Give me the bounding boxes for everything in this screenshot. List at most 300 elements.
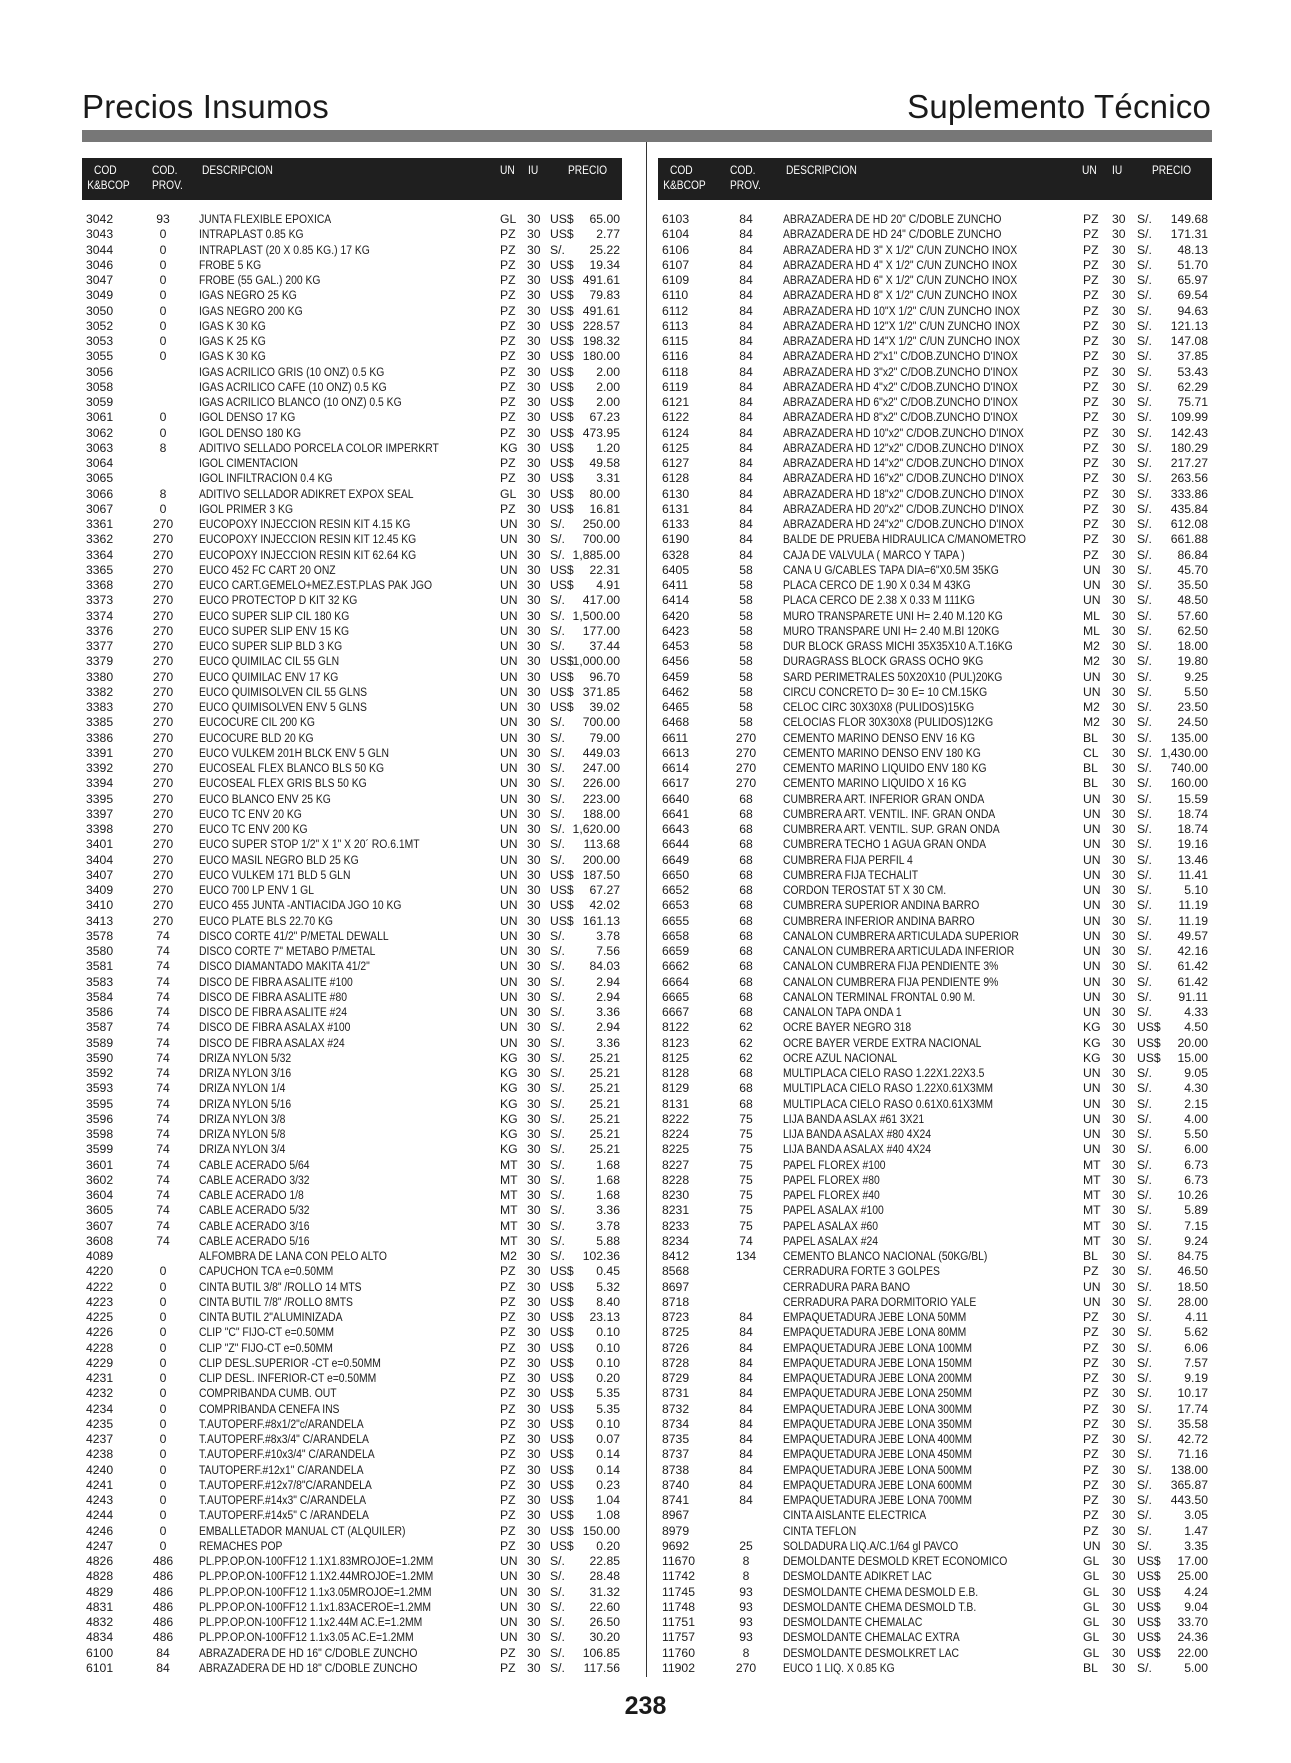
cell-iu: 30 <box>1112 379 1126 394</box>
table-row <box>658 776 1212 791</box>
table-row <box>658 1615 1212 1630</box>
cell-currency: S/. <box>1137 501 1152 516</box>
cell-prov: 58 <box>739 669 753 684</box>
cell-unit: BL <box>1083 730 1098 745</box>
cell-prov: 486 <box>152 1615 174 1629</box>
cell-cod: 6664 <box>662 974 690 989</box>
cell-iu: 30 <box>1112 944 1126 958</box>
cell-price: 226.00 <box>582 776 620 791</box>
cell-currency: S/. <box>550 1645 565 1660</box>
cell-cod: 3043 <box>86 227 114 242</box>
cell-description: CEMENTO BLANCO NACIONAL (50KG/BL) <box>783 1249 988 1263</box>
cell-description: CEMENTO MARINO LIQUIDO ENV 180 KG <box>783 761 987 775</box>
cell-unit: PZ <box>1083 1386 1099 1401</box>
cell-price: 19.16 <box>1177 837 1208 852</box>
cell-price: 371.85 <box>582 684 620 699</box>
cell-iu: 30 <box>527 1599 541 1614</box>
cell-price: 1.04 <box>596 1493 620 1507</box>
cell-unit: UN <box>500 1005 518 1019</box>
cell-iu: 30 <box>527 379 541 394</box>
cell-currency: S/. <box>1137 959 1152 974</box>
cell-description: DESMOLDANTE CHEMALAC <box>783 1615 923 1629</box>
cell-prov: 8 <box>742 1645 750 1660</box>
cell-description: PAPEL FLOREX #100 <box>783 1157 886 1172</box>
cell-currency: US$ <box>550 1386 574 1401</box>
cell-currency: S/. <box>550 730 565 745</box>
cell-iu: 30 <box>1112 1050 1126 1065</box>
cell-unit: PZ <box>500 1523 516 1538</box>
table-row <box>82 212 622 227</box>
cell-cod: 3059 <box>86 395 114 409</box>
cell-iu: 30 <box>527 1020 541 1035</box>
cell-cod: 8725 <box>662 1325 690 1340</box>
cell-price: 9.25 <box>1184 669 1208 684</box>
table-row <box>82 1341 622 1356</box>
cell-currency: S/. <box>1137 1081 1152 1096</box>
cell-price: 247.00 <box>582 761 620 775</box>
cell-unit: PZ <box>500 1340 516 1355</box>
cell-currency: S/. <box>550 532 565 547</box>
cell-cod: 8718 <box>662 1294 690 1309</box>
cell-prov: 84 <box>739 1493 753 1507</box>
cell-iu: 30 <box>527 1432 541 1446</box>
cell-description: CUMBRERA ART. VENTIL. INF. GRAN ONDA <box>783 806 996 821</box>
cell-description: ABRAZADERA HD 8" X 1/2" C/UN ZUNCHO INOX <box>783 288 1018 303</box>
table-row <box>82 807 622 822</box>
cell-iu: 30 <box>1112 959 1126 974</box>
cell-prov: 75 <box>739 1188 753 1202</box>
cell-currency: US$ <box>550 257 574 272</box>
cell-price: 4.30 <box>1184 1081 1208 1096</box>
table-row <box>82 929 622 944</box>
cell-price: 80.00 <box>589 486 620 501</box>
cell-unit: PZ <box>1083 349 1099 364</box>
cell-price: 473.95 <box>582 425 620 440</box>
cell-description: ABRAZADERA HD 6"x2" C/DOB.ZUNCHO D'INOX <box>783 395 1018 409</box>
cell-price: 94.63 <box>1177 303 1208 318</box>
cell-iu: 30 <box>1112 1096 1126 1111</box>
cell-description: ABRAZADERA HD 10"x2" C/DOB.ZUNCHO D'INOX <box>783 425 1024 440</box>
table-row <box>82 1219 622 1234</box>
table-row <box>82 1158 622 1173</box>
cell-prov: 0 <box>159 1294 167 1309</box>
table-row <box>82 1554 622 1569</box>
cell-description: PAPEL ASALAX #100 <box>783 1203 884 1218</box>
table-row <box>658 426 1212 441</box>
cell-description: EMPAQUETADURA JEBE LONA 700MM <box>783 1493 973 1507</box>
cell-prov: 84 <box>739 471 753 486</box>
cell-iu: 30 <box>527 1188 541 1202</box>
table-row <box>658 990 1212 1005</box>
header-prov: COD. PROV. <box>152 163 183 192</box>
cell-price: 0.10 <box>596 1340 620 1355</box>
cell-price: 7.57 <box>1184 1355 1208 1370</box>
cell-iu: 30 <box>527 974 541 989</box>
cell-unit: PZ <box>1083 1523 1099 1538</box>
cell-price: 22.31 <box>589 562 620 577</box>
cell-description: IGAS K 25 KG <box>199 334 266 348</box>
cell-currency: S/. <box>550 837 565 852</box>
cell-iu: 30 <box>1112 669 1126 684</box>
cell-cod: 6124 <box>662 425 690 440</box>
cell-prov: 486 <box>152 1569 174 1584</box>
cell-description: CUMBRERA INFERIOR ANDINA BARRO <box>783 913 975 928</box>
cell-currency: US$ <box>550 1264 574 1279</box>
cell-prov: 0 <box>159 1538 167 1553</box>
cell-iu: 30 <box>527 1493 541 1507</box>
cell-currency: US$ <box>1137 1630 1161 1645</box>
cell-iu: 30 <box>1112 456 1126 470</box>
cell-currency: S/. <box>1137 1493 1152 1507</box>
cell-description: ABRAZADERA DE HD 20" C/DOBLE ZUNCHO <box>783 212 1002 226</box>
table-row <box>658 1356 1212 1371</box>
cell-description: MULTIPLACA CIELO RASO 0.61X0.61X3MM <box>783 1096 993 1111</box>
cell-iu: 30 <box>527 532 541 547</box>
table-row <box>658 792 1212 807</box>
cell-cod: 6653 <box>662 898 690 913</box>
cell-cod: 3373 <box>86 593 114 608</box>
cell-iu: 30 <box>1112 684 1126 699</box>
table-row <box>658 1417 1212 1432</box>
table-row <box>658 1020 1212 1035</box>
cell-currency: S/. <box>1137 700 1152 714</box>
cell-price: 6.73 <box>1184 1157 1208 1172</box>
cell-iu: 30 <box>527 822 541 836</box>
cell-unit: GL <box>1083 1615 1100 1629</box>
cell-cod: 3590 <box>86 1050 114 1065</box>
cell-iu: 30 <box>527 1279 541 1294</box>
table-row <box>658 1097 1212 1112</box>
cell-unit: UN <box>500 517 518 531</box>
cell-iu: 30 <box>527 684 541 699</box>
cell-currency: S/. <box>550 959 565 974</box>
cell-price: 23.50 <box>1177 700 1208 714</box>
cell-unit: UN <box>1083 898 1101 913</box>
cell-prov: 0 <box>159 303 167 318</box>
table-row <box>658 1203 1212 1218</box>
cell-unit: UN <box>1083 974 1101 989</box>
cell-price: 5.50 <box>1184 1127 1208 1141</box>
cell-cod: 3067 <box>86 501 114 516</box>
cell-price: 250.00 <box>582 517 620 531</box>
cell-cod: 8225 <box>662 1142 690 1157</box>
cell-iu: 30 <box>1112 974 1126 989</box>
cell-prov: 74 <box>156 1050 170 1065</box>
cell-iu: 30 <box>1112 1172 1126 1187</box>
cell-cod: 3394 <box>86 776 114 791</box>
table-row <box>658 685 1212 700</box>
cell-price: 0.10 <box>596 1355 620 1370</box>
cell-prov: 270 <box>735 730 757 745</box>
cell-iu: 30 <box>1112 1249 1126 1263</box>
cell-prov: 0 <box>159 1432 167 1446</box>
cell-currency: S/. <box>550 1096 565 1111</box>
cell-unit: PZ <box>500 1264 516 1279</box>
cell-description: DURAGRASS BLOCK GRASS OCHO 9KG <box>783 654 984 669</box>
table-row <box>658 243 1212 258</box>
table-row <box>82 1478 622 1493</box>
cell-iu: 30 <box>1112 852 1126 867</box>
cell-description: EUCO BLANCO ENV 25 KG <box>199 791 331 806</box>
cell-price: 0.14 <box>596 1447 620 1462</box>
header-cod: COD K&BCOP <box>663 163 706 192</box>
cell-price: 106.85 <box>582 1645 620 1660</box>
cell-cod: 8128 <box>662 1066 690 1080</box>
cell-cod: 6190 <box>662 532 690 547</box>
table-row <box>82 1356 622 1371</box>
cell-prov: 68 <box>739 822 753 836</box>
cell-price: 79.00 <box>589 730 620 745</box>
cell-price: 1.08 <box>596 1508 620 1523</box>
cell-prov: 0 <box>159 1462 167 1477</box>
cell-currency: US$ <box>550 334 574 348</box>
cell-cod: 3376 <box>86 623 114 638</box>
cell-cod: 3050 <box>86 303 114 318</box>
cell-unit: UN <box>500 1615 518 1629</box>
cell-currency: US$ <box>1137 1050 1161 1065</box>
cell-currency: S/. <box>1137 1264 1152 1279</box>
cell-prov: 84 <box>739 227 753 242</box>
table-row <box>82 1112 622 1127</box>
cell-description: CINTA BUTIL 3/8" /ROLLO 14 MTS <box>199 1279 362 1294</box>
cell-description: COMPRIBANDA CUMB. OUT <box>199 1386 337 1401</box>
cell-cod: 3386 <box>86 730 114 745</box>
cell-cod: 3589 <box>86 1035 114 1050</box>
cell-description: MURO TRANSPARETE UNI H= 2.40 M.120 KG <box>783 608 1003 623</box>
cell-iu: 30 <box>1112 989 1126 1004</box>
cell-unit: BL <box>1083 761 1098 775</box>
cell-description: ABRAZADERA HD 14"x2" C/DOB.ZUNCHO D'INOX <box>783 456 1024 470</box>
cell-cod: 4826 <box>86 1554 114 1568</box>
cell-unit: PZ <box>1083 486 1099 501</box>
cell-cod: 4226 <box>86 1325 114 1340</box>
table-row <box>658 471 1212 486</box>
cell-price: 188.00 <box>582 806 620 821</box>
table-row <box>658 1158 1212 1173</box>
cell-currency: S/. <box>1137 1111 1152 1126</box>
cell-iu: 30 <box>1112 440 1126 455</box>
cell-currency: S/. <box>550 1005 565 1019</box>
cell-currency: S/. <box>1137 1172 1152 1187</box>
cell-unit: PZ <box>500 1325 516 1340</box>
cell-cod: 4247 <box>86 1538 114 1553</box>
cell-cod: 3382 <box>86 684 114 699</box>
cell-description: EUCO VULKEM 201H BLCK ENV 5 GLN <box>199 745 390 760</box>
cell-unit: UN <box>500 1584 518 1599</box>
cell-currency: S/. <box>1137 425 1152 440</box>
cell-unit: PZ <box>1083 364 1099 379</box>
cell-unit: UN <box>1083 1538 1101 1553</box>
cell-currency: S/. <box>550 1630 565 1645</box>
table-row <box>82 761 622 776</box>
cell-price: 1,885.00 <box>572 547 620 562</box>
cell-price: 2.77 <box>596 227 620 242</box>
cell-iu: 30 <box>1112 212 1126 226</box>
cell-description: PAPEL ASALAX #24 <box>783 1233 879 1248</box>
cell-iu: 30 <box>527 1523 541 1538</box>
cell-unit: BL <box>1083 1249 1098 1263</box>
cell-prov: 74 <box>156 928 170 943</box>
table-row <box>658 548 1212 563</box>
cell-prov: 270 <box>152 562 174 577</box>
cell-cod: 8741 <box>662 1493 690 1507</box>
cell-unit: UN <box>500 806 518 821</box>
table-row <box>658 487 1212 502</box>
cell-currency: US$ <box>550 654 574 669</box>
table-row <box>82 1463 622 1478</box>
cell-description: LIJA BANDA ASALAX #40 4X24 <box>783 1142 932 1157</box>
cell-prov: 84 <box>739 532 753 547</box>
cell-prov: 74 <box>156 1142 170 1157</box>
cell-prov: 84 <box>156 1660 170 1675</box>
cell-prov: 74 <box>156 1172 170 1187</box>
cell-unit: UN <box>500 1554 518 1568</box>
cell-description: PL.PP.OP.ON-100FF12 1.1x1.83ACEROE=1.2MM <box>199 1599 431 1614</box>
cell-price: 25.21 <box>589 1142 620 1157</box>
cell-cod: 3401 <box>86 837 114 852</box>
table-row <box>658 1463 1212 1478</box>
cell-unit: GL <box>1083 1630 1100 1645</box>
cell-unit: PZ <box>500 257 516 272</box>
cell-currency: US$ <box>550 410 574 425</box>
cell-iu: 30 <box>527 806 541 821</box>
cell-currency: US$ <box>550 486 574 501</box>
cell-description: PAPEL ASALAX #60 <box>783 1218 879 1233</box>
cell-iu: 30 <box>1112 745 1126 760</box>
cell-prov: 68 <box>739 974 753 989</box>
cell-description: ADITIVO SELLADO PORCELA COLOR IMPERKRT <box>199 440 439 455</box>
table-row <box>658 1402 1212 1417</box>
cell-prov: 84 <box>739 1340 753 1355</box>
cell-cod: 6109 <box>662 273 690 287</box>
cell-currency: S/. <box>1137 1355 1152 1370</box>
table-row <box>658 670 1212 685</box>
cell-currency: S/. <box>550 1081 565 1096</box>
cell-iu: 30 <box>527 1386 541 1401</box>
cell-iu: 30 <box>1112 1371 1126 1385</box>
table-row <box>82 1493 622 1508</box>
cell-iu: 30 <box>1112 1111 1126 1126</box>
cell-currency: S/. <box>1137 212 1152 226</box>
cell-currency: US$ <box>550 1523 574 1538</box>
cell-unit: PZ <box>1083 1508 1099 1523</box>
header-prov: COD. PROV. <box>730 163 761 192</box>
cell-cod: 8233 <box>662 1218 690 1233</box>
cell-unit: UN <box>1083 944 1101 958</box>
cell-cod: 3595 <box>86 1096 114 1111</box>
cell-unit: PZ <box>500 395 516 409</box>
cell-price: 48.50 <box>1177 593 1208 608</box>
cell-description: CINTA BUTIL 2"ALUMINIZADA <box>199 1310 343 1324</box>
cell-currency: S/. <box>1137 334 1152 348</box>
cell-cod: 6611 <box>662 730 689 745</box>
cell-currency: S/. <box>1137 730 1152 745</box>
cell-prov: 74 <box>156 1203 170 1218</box>
cell-iu: 30 <box>1112 1066 1126 1080</box>
cell-cod: 6655 <box>662 913 690 928</box>
cell-description: SOLDADURA LIQ.A/C.1/64 gl PAVCO <box>783 1538 959 1553</box>
cell-cod: 6459 <box>662 669 690 684</box>
cell-prov: 84 <box>739 440 753 455</box>
cell-currency: US$ <box>550 395 574 409</box>
cell-currency: US$ <box>550 669 574 684</box>
cell-description: CINTA BUTIL 7/8" /ROLLO 8MTS <box>199 1294 353 1309</box>
cell-iu: 30 <box>527 1401 541 1416</box>
cell-price: 4.50 <box>1184 1020 1208 1035</box>
cell-iu: 30 <box>527 867 541 882</box>
cell-currency: S/. <box>550 822 565 836</box>
cell-cod: 6652 <box>662 883 690 897</box>
cell-price: 171.31 <box>1170 227 1208 242</box>
cell-description: EUCO SUPER SLIP ENV 15 KG <box>199 623 350 638</box>
cell-cod: 3592 <box>86 1066 114 1080</box>
cell-currency: S/. <box>550 1599 565 1614</box>
cell-description: EMPAQUETADURA JEBE LONA 450MM <box>783 1447 973 1462</box>
table-row <box>658 319 1212 334</box>
cell-unit: PZ <box>500 456 516 470</box>
header-cod: COD K&BCOP <box>87 163 130 192</box>
cell-prov: 270 <box>735 776 757 791</box>
cell-price: 25.21 <box>589 1127 620 1141</box>
cell-description: CANALON TAPA ONDA 1 <box>783 1005 902 1019</box>
cell-price: 3.05 <box>1184 1508 1208 1523</box>
cell-cod: 6131 <box>662 501 690 516</box>
cell-prov: 74 <box>156 1005 170 1019</box>
cell-description: EMPAQUETADURA JEBE LONA 250MM <box>783 1386 973 1401</box>
cell-iu: 30 <box>527 1081 541 1096</box>
cell-currency: S/. <box>1137 593 1152 608</box>
cell-prov: 84 <box>739 1386 753 1401</box>
cell-unit: GL <box>500 212 517 226</box>
cell-price: 5.10 <box>1184 883 1208 897</box>
cell-description: EUCOSEAL FLEX GRIS BLS 50 KG <box>199 776 367 791</box>
cell-prov: 84 <box>739 1462 753 1477</box>
table-row <box>82 288 622 303</box>
cell-description: EMPAQUETADURA JEBE LONA 50MM <box>783 1310 967 1324</box>
table-row <box>82 1203 622 1218</box>
cell-price: 5.62 <box>1184 1325 1208 1340</box>
cell-price: 2.15 <box>1184 1096 1208 1111</box>
cell-iu: 30 <box>1112 562 1126 577</box>
table-row <box>82 1615 622 1630</box>
cell-description: FROBE (55 GAL.) 200 KG <box>199 273 321 287</box>
cell-iu: 30 <box>527 212 541 226</box>
table-row <box>658 929 1212 944</box>
cell-unit: PZ <box>1083 242 1099 257</box>
cell-description: CUMBRERA FIJA TECHALIT <box>783 867 919 882</box>
cell-price: 69.54 <box>1177 288 1208 303</box>
cell-iu: 30 <box>527 410 541 425</box>
cell-currency: S/. <box>1137 562 1152 577</box>
cell-currency: US$ <box>550 1508 574 1523</box>
cell-iu: 30 <box>1112 1523 1126 1538</box>
cell-iu: 30 <box>1112 806 1126 821</box>
cell-prov: 0 <box>159 1371 167 1385</box>
cell-price: 333.86 <box>1170 486 1208 501</box>
cell-prov: 58 <box>739 639 753 653</box>
cell-price: 28.00 <box>1177 1294 1208 1309</box>
cell-unit: GL <box>1083 1645 1100 1660</box>
cell-unit: PZ <box>500 1645 516 1660</box>
cell-description: DRIZA NYLON 3/16 <box>199 1066 292 1080</box>
cell-currency: S/. <box>550 1249 565 1263</box>
cell-iu: 30 <box>527 776 541 791</box>
cell-unit: UN <box>500 639 518 653</box>
cell-currency: S/. <box>1137 303 1152 318</box>
cell-description: EUCO QUIMILAC CIL 55 GLN <box>199 654 340 669</box>
table-header <box>82 158 622 200</box>
cell-description: EUCO SUPER SLIP CIL 180 KG <box>199 608 350 623</box>
